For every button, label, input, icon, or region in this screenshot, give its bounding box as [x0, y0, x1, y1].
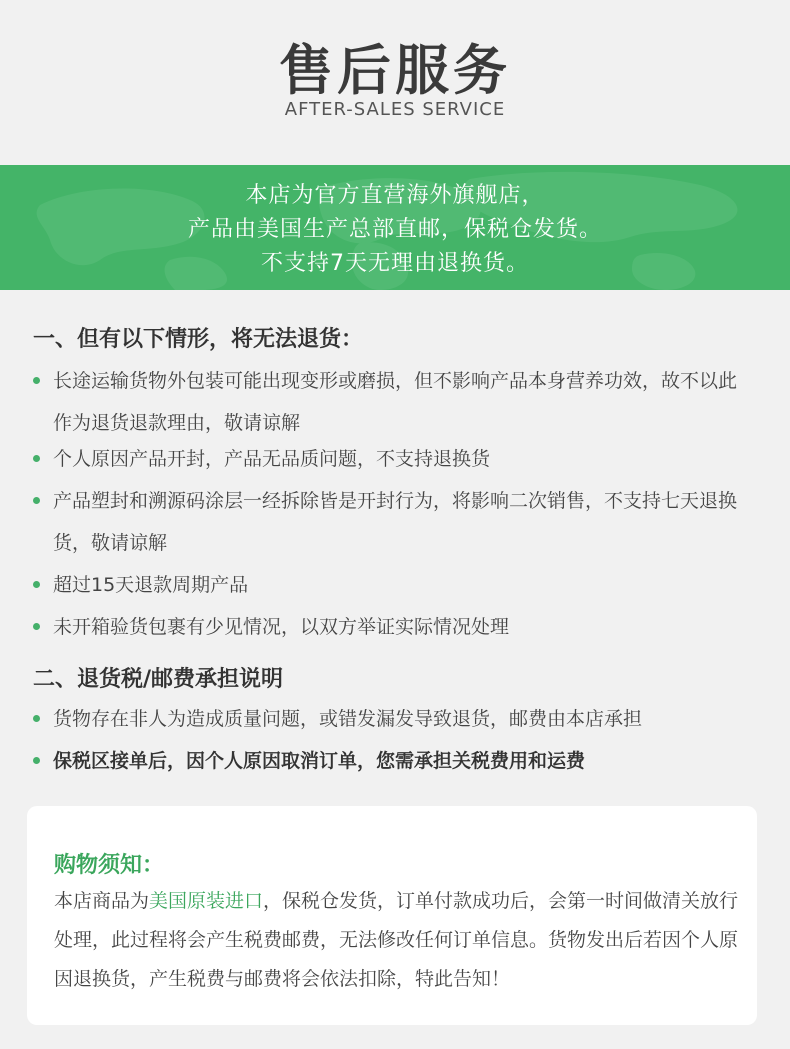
bullet-icon: [33, 455, 40, 462]
list-item-text: 产品塑封和溯源码涂层一经拆除皆是开封行为，将影响二次销售，不支持七天退换货，敬请谅解: [53, 490, 738, 554]
list-item: [33, 606, 753, 648]
bullet-icon: [33, 581, 40, 588]
notice-body-suffix: ，保税仓发货，订单付款成功后，会第一时间做清关放行处理，此过程将会产生税费邮费，无法修改任何订单信息。货物发出后若因个人原因退换货，产生税费与邮费将会依法扣除，特此告知！: [54, 890, 739, 990]
list-item: [33, 480, 753, 564]
bullet-icon: [33, 497, 40, 504]
section-title-no-return: 一、但有以下情形，将无法退货：: [33, 327, 364, 352]
list-item-text: 超过15天退款周期产品: [53, 574, 249, 596]
banner-line: 不支持7天无理由退换货。: [261, 251, 529, 276]
notice-highlight: 美国原装进口: [149, 890, 264, 912]
notice-body: [54, 882, 744, 999]
list-item: [33, 564, 753, 606]
list-item-text: 个人原因产品开封，产品无品质问题，不支持退换货: [53, 448, 491, 470]
list-item: [33, 360, 753, 444]
bullet-icon: [33, 377, 40, 384]
list-item-text: 保税区接单后，因个人原因取消订单，您需承担关税费用和运费: [53, 750, 586, 772]
list-item-text: 未开箱验货包裹有少见情况，以双方举证实际情况处理: [53, 616, 510, 638]
list-item: [33, 698, 753, 740]
bullet-icon: [33, 715, 40, 722]
notice-title: 购物须知：: [54, 853, 165, 878]
banner-text: [0, 179, 790, 281]
list-item-text: 货物存在非人为造成质量问题，或错发漏发导致退货，邮费由本店承担: [53, 708, 643, 730]
page-subtitle: AFTER-SALES SERVICE: [284, 99, 506, 120]
store-banner: [0, 165, 790, 290]
bullet-icon: [33, 623, 40, 630]
banner-line: 产品由美国生产总部直邮，保税仓发货。: [187, 217, 602, 242]
banner-line: 本店为官方直营海外旗舰店，: [245, 183, 545, 208]
notice-body-prefix: 本店商品为: [54, 890, 150, 912]
shopping-notice-card: [27, 806, 757, 1025]
bullet-icon: [33, 757, 40, 764]
list-item: [33, 740, 753, 782]
section-title-fees: 二、退货税/邮费承担说明: [33, 667, 284, 692]
page-header: [0, 0, 790, 165]
list-item-text: 长途运输货物外包装可能出现变形或磨损，但不影响产品本身营养功效，故不以此作为退货退款理由，敬请谅解: [53, 370, 738, 434]
list-item: [33, 438, 753, 480]
page-title: 售后服务: [279, 39, 511, 102]
